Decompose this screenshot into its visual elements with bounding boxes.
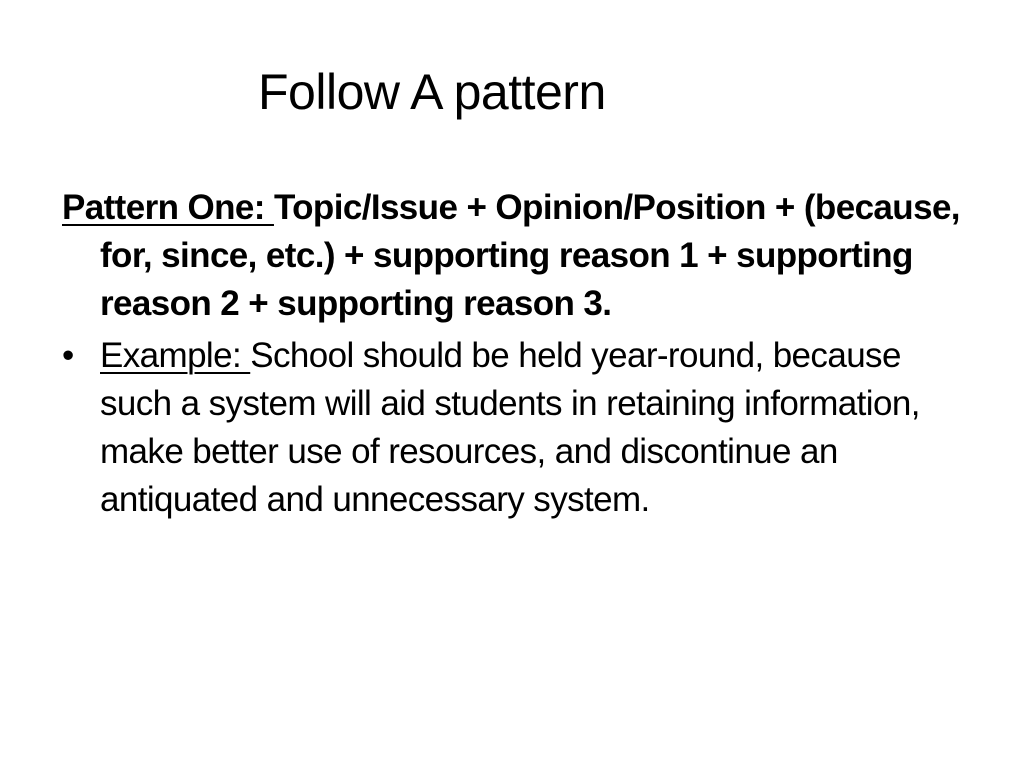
slide-title: Follow A pattern <box>258 64 606 120</box>
pattern-label: Pattern One: <box>62 188 274 227</box>
pattern-text: Topic/Issue + Opinion/Position + (because, for, since, etc.) + supporting reason 1 + supporting reason 2 + supporting reason 3. <box>100 188 960 323</box>
example-text: School should be held year-round, because such a system will aid students in retaining information, make better use of resources, and discontinue an antiquated and unnecessary system. <box>100 336 920 519</box>
slide-content <box>62 184 972 524</box>
example-bullet-item <box>62 332 972 524</box>
pattern-paragraph <box>62 184 972 328</box>
example-label: Example: <box>100 336 251 375</box>
bullet-icon: • <box>62 336 74 375</box>
